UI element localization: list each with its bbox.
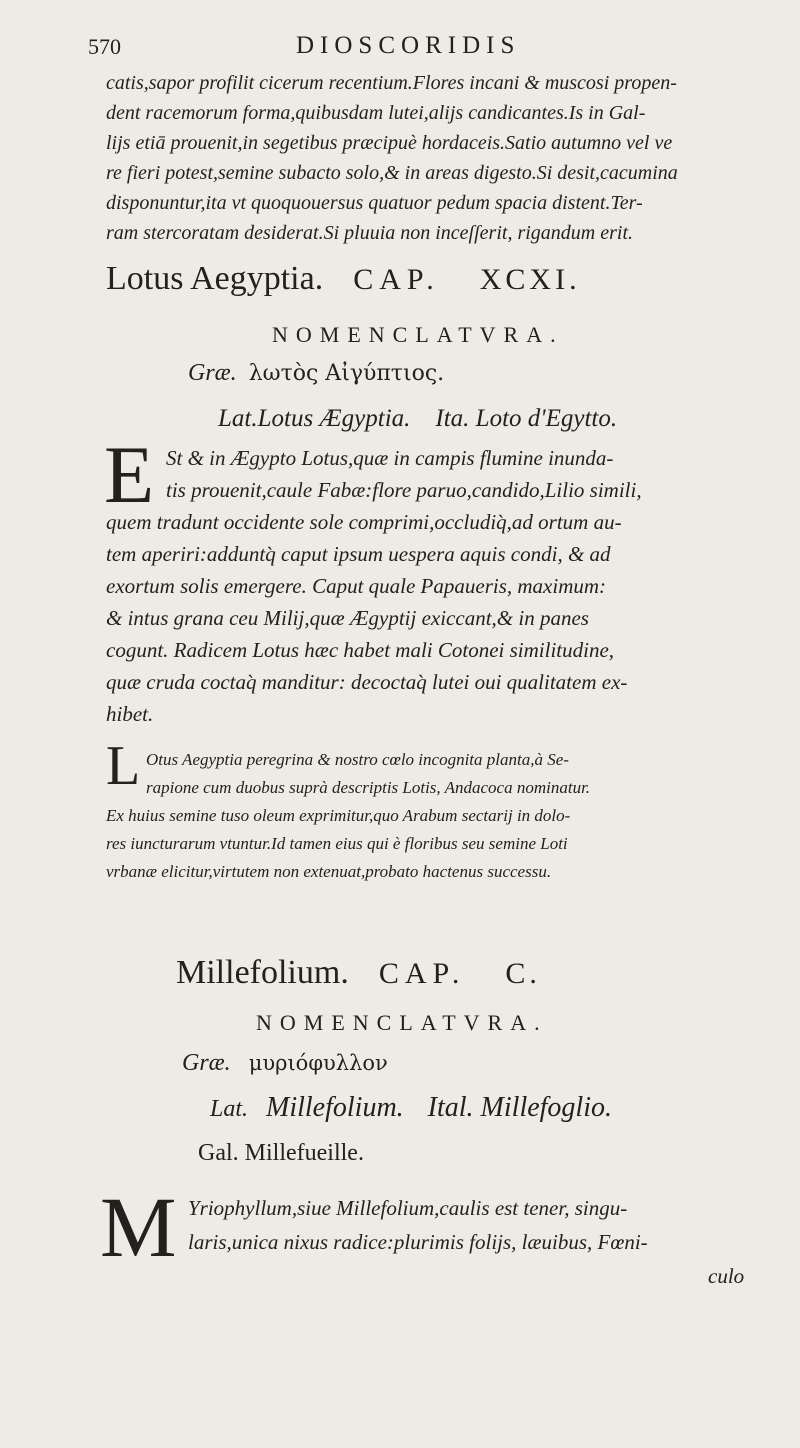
- nomenclatura-heading: NOMENCLATVRA.: [256, 1010, 548, 1035]
- chapter-number: C.: [505, 957, 541, 990]
- commentary-line: res iuncturarum vtuntur.Id tamen eius qui è floribus seu semine Loti: [106, 834, 568, 853]
- text-line: disponuntur,ita vt quoquouersus quatuor pedum spacia distent.Ter-: [106, 192, 643, 214]
- greek-label: Græ.: [188, 360, 237, 386]
- greek-name: λωτὸς Αἰγύπτιος.: [248, 361, 445, 386]
- text-line: hibet.: [106, 702, 154, 726]
- text-line: laris,unica nixus radice:plurimis folijs, læuibus, Fœni-: [188, 1230, 648, 1254]
- text-line: tem aperiri:adduntq̀ caput ipsum uespera aquis condi, & ad: [106, 542, 611, 566]
- text-line: exortum solis emergere. Caput quale Papaueris, maximum:: [106, 574, 607, 598]
- chapter-title: Millefolium.: [176, 954, 349, 991]
- text-line: & intus grana ceu Milij,quæ Ægyptij exiccant,& in panes: [106, 606, 589, 630]
- greek-name: μυριόφυλλον: [248, 1051, 388, 1075]
- text-line: dent racemorum forma,quibusdam lutei,alijs candicantes.Is in Gal-: [106, 102, 646, 124]
- text-line: St & in Ægypto Lotus,quæ in campis flumine inunda-: [166, 446, 614, 470]
- commentary-drop-capital: L: [106, 735, 141, 797]
- text-line: quæ cruda coctaq̀ manditur: decoctaq̀ lutei oui qualitatem ex-: [106, 670, 628, 694]
- text-line: tis prouenit,caule Fabæ:flore paruo,candido,Lilio simili,: [166, 478, 642, 502]
- commentary-line: Ex huius semine tuso oleum exprimitur,quo Arabum sectarij in dolo-: [106, 806, 571, 825]
- greek-label: Græ.: [182, 1050, 231, 1076]
- text-line: catis,sapor profilit cicerum recentium.Flores incani & muscosi propen-: [106, 72, 677, 94]
- commentary-line: rapione cum duobus suprà descriptis Lotis, Andacoca nominatur.: [146, 778, 591, 797]
- chapter-heading: [106, 260, 581, 298]
- chapter-cap-label: CAP.: [378, 957, 466, 990]
- text-line: cogunt. Radicem Lotus hæc habet mali Cotonei similitudine,: [106, 638, 615, 662]
- chapter-number: XCXI.: [479, 263, 581, 296]
- latin-synonym: Lat.Lotus Ægyptia.: [218, 405, 411, 432]
- chapter-heading: [176, 954, 541, 992]
- latin-italian-synonyms: [218, 405, 617, 433]
- latin-italian-synonyms: [210, 1092, 612, 1124]
- running-title: DIOSCORIDIS: [296, 32, 521, 59]
- greek-synonym: [182, 1050, 388, 1077]
- latin-name: Millefolium.: [266, 1092, 404, 1123]
- latin-label: Lat.: [210, 1096, 249, 1122]
- italian-synonym: Ita. Loto d'Egytto.: [435, 405, 618, 432]
- gallic-synonym: Gal. Millefueille.: [198, 1140, 364, 1166]
- text-line: Yriophyllum,siue Millefolium,caulis est tener, singu-: [188, 1196, 628, 1220]
- greek-synonym: [188, 360, 444, 387]
- text-line: ram stercoratam desiderat.Si pluuia non inceſſerit, rigandum erit.: [106, 222, 634, 244]
- text-line: re fieri potest,semine subacto solo,& in areas digesto.Si desit,cacumina: [106, 162, 678, 184]
- drop-capital: E: [104, 429, 155, 520]
- page-number: 570: [88, 34, 121, 59]
- text-line: lijs etiā prouenit,in segetibus præcipuè hordaceis.Satio autumno vel ve: [106, 132, 673, 154]
- text-line: quem tradunt occidente sole comprimi,occludiq̀,ad ortum au-: [106, 510, 622, 534]
- chapter-cap-label: CAP.: [353, 263, 440, 296]
- commentary-line: Otus Aegyptia peregrina & nostro cœlo incognita planta,à Se-: [146, 750, 569, 769]
- nomenclatura-heading: NOMENCLATVRA.: [272, 322, 564, 347]
- chapter-title: Lotus Aegyptia.: [106, 260, 324, 297]
- drop-capital: M: [100, 1179, 177, 1275]
- page-header: [88, 28, 768, 68]
- commentary-line: vrbanæ elicitur,virtutem non extenuat,probato hactenus successu.: [106, 862, 552, 881]
- italian-synonym: Ital. Millefoglio.: [427, 1092, 612, 1123]
- catchword: culo: [708, 1264, 745, 1288]
